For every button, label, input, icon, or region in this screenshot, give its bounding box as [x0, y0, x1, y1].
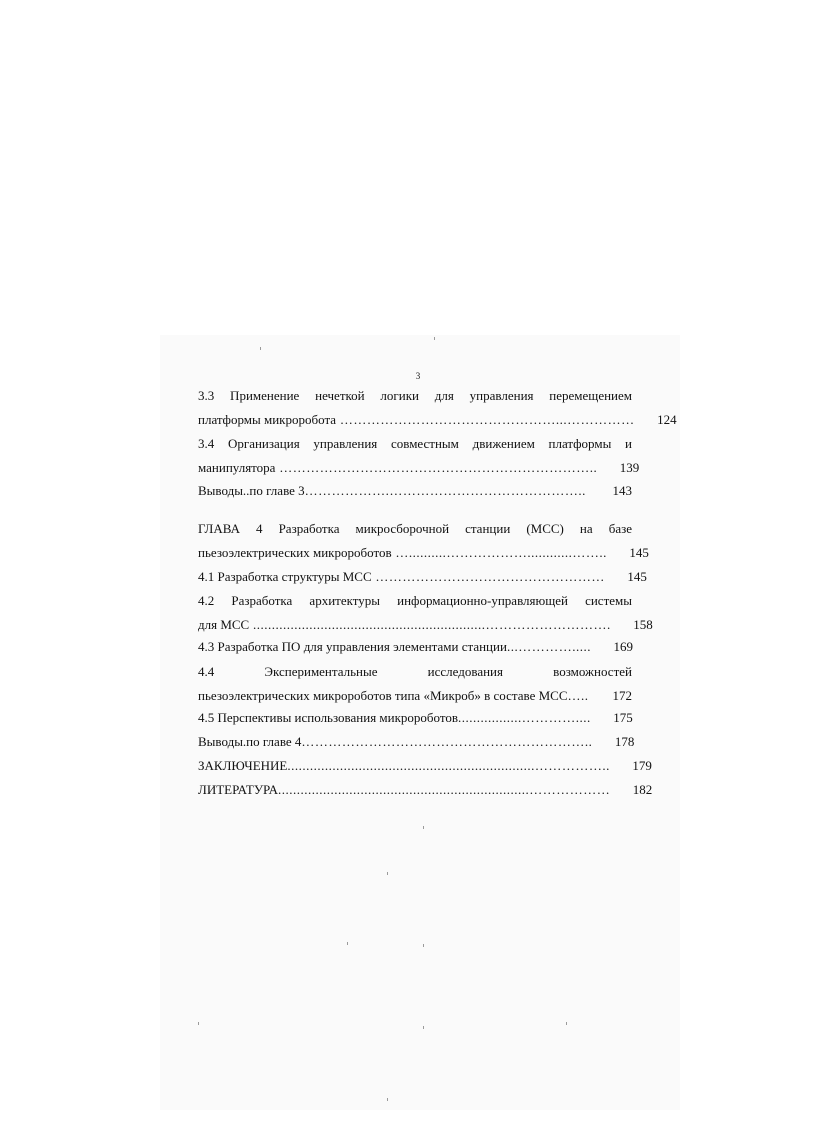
toc-page-number: 172 [612, 688, 632, 703]
scan-speck [566, 1022, 567, 1025]
toc-entry [198, 483, 632, 507]
toc-entry-text [198, 782, 610, 798]
toc-entry-title: Выводы..по главе 3 [198, 483, 305, 498]
toc-entry-title: Выводы.по главе 4 [198, 734, 302, 749]
page-number: 3 [415, 371, 421, 381]
toc-page-number: 182 [632, 782, 653, 797]
toc-entry-row [198, 460, 640, 484]
scan-speck [423, 944, 424, 947]
toc-leader-dots: ….. [567, 688, 589, 703]
toc-leader-dots: ..................................................................…………….. [287, 758, 610, 773]
toc-leader-dots: ……………….…………………………………….. [304, 483, 586, 498]
toc-entry [198, 758, 652, 782]
toc-leader-dots: …..........………………............…….. [391, 545, 607, 560]
toc-page-number: 158 [633, 617, 653, 632]
toc-entry-text [198, 710, 591, 726]
toc-leader-dots: …………………………………………………………….. [275, 460, 598, 475]
toc-entry-title: 4.3 Разработка ПО для управления элементами станции [198, 639, 507, 654]
toc-entry-row [198, 782, 653, 806]
toc-page-number: 179 [632, 758, 652, 773]
toc-leader-dots: ..............................................................………………………. [249, 617, 611, 632]
toc-entry-row [198, 734, 635, 758]
toc-leader-dots: …………………………………………...…………… [336, 412, 635, 427]
toc-entry-title: ЗАКЛЮЧЕНИЕ [198, 758, 288, 773]
scan-speck [260, 347, 261, 350]
scan-speck [387, 1098, 388, 1101]
toc-entry-title: пьезоэлектрических микророботов типа «Микроб» в составе МСС [198, 688, 568, 703]
toc-entry-text [198, 617, 611, 633]
toc-page-number: 143 [612, 483, 632, 498]
scan-speck [434, 337, 435, 340]
toc-page-number: 178 [614, 734, 635, 749]
toc-entry [198, 388, 677, 436]
toc-entry-row [198, 688, 632, 712]
toc-entry-row [198, 412, 677, 436]
toc-leader-dots: ...…………..... [506, 639, 591, 654]
toc-entry-text [198, 758, 610, 774]
toc-entry [198, 436, 640, 484]
toc-entry [198, 521, 649, 569]
scan-speck [423, 826, 424, 829]
toc-entry-title-line: 4.4 Экспериментальные исследования возможностей [198, 664, 632, 679]
toc-entry [198, 710, 632, 734]
toc-entry-text [198, 412, 635, 428]
toc-entry [198, 569, 647, 593]
toc-page-number: 145 [627, 569, 647, 584]
toc-entry-row [198, 569, 647, 593]
toc-entry [198, 639, 632, 663]
toc-entry-title-line: ГЛАВА 4 Разработка микросборочной станции (МСС) на базе [198, 521, 632, 536]
scan-speck [387, 872, 388, 875]
toc-entry-title-line: 4.2 Разработка архитектуры информационно-управляющей системы [198, 593, 632, 608]
toc-entry [198, 593, 653, 641]
toc-entry-title-line: 3.4 Организация управления совместным движением платформы и [198, 436, 632, 451]
toc-page-number: 145 [629, 545, 649, 560]
toc-entry [198, 664, 632, 712]
toc-entry-row [198, 545, 649, 569]
toc-page-number: 124 [657, 412, 677, 427]
toc-entry-title: ЛИТЕРАТУРА [198, 782, 278, 797]
toc-entry-text [198, 639, 591, 655]
toc-entry-title: 4.5 Перспективы использования микророботов [198, 710, 459, 725]
toc-entry-row [198, 617, 653, 641]
scan-speck [347, 942, 348, 945]
toc-entry-row [198, 758, 652, 782]
toc-page-number: 139 [619, 460, 640, 475]
toc-entry-row [198, 483, 632, 507]
toc-entry-text [198, 545, 607, 561]
toc-entry-title: 4.1 Разработка структуры МСС [198, 569, 372, 584]
toc-leader-dots: .................………….... [458, 710, 591, 725]
toc-leader-dots: ...................................................................……………… [278, 782, 611, 797]
toc-entry-text [198, 734, 592, 750]
toc-entry-text [198, 460, 597, 476]
toc-entry-title: для МСС [198, 617, 250, 632]
toc-entry-title-line: 3.3 Применение нечеткой логики для управления перемещением [198, 388, 632, 403]
scan-speck [198, 1022, 199, 1025]
toc-entry [198, 734, 635, 758]
toc-entry-text [198, 569, 605, 585]
toc-leader-dots: ……………………………………………………….. [301, 734, 593, 749]
toc-entry-row [198, 710, 632, 734]
toc-entry-title: пьезоэлектрических микророботов [198, 545, 392, 560]
toc-entry [198, 782, 653, 806]
toc-page-number: 169 [613, 639, 633, 654]
toc-entry-title: платформы микроробота [198, 412, 337, 427]
toc-entry-title: манипулятора [198, 460, 276, 475]
toc-entry-text [198, 688, 590, 704]
toc-entry-text [198, 483, 590, 499]
scan-speck [423, 1026, 424, 1029]
toc-entry-row [198, 639, 632, 663]
toc-page-number: 175 [613, 710, 633, 725]
toc-leader-dots: …………………………………………… [371, 569, 605, 584]
